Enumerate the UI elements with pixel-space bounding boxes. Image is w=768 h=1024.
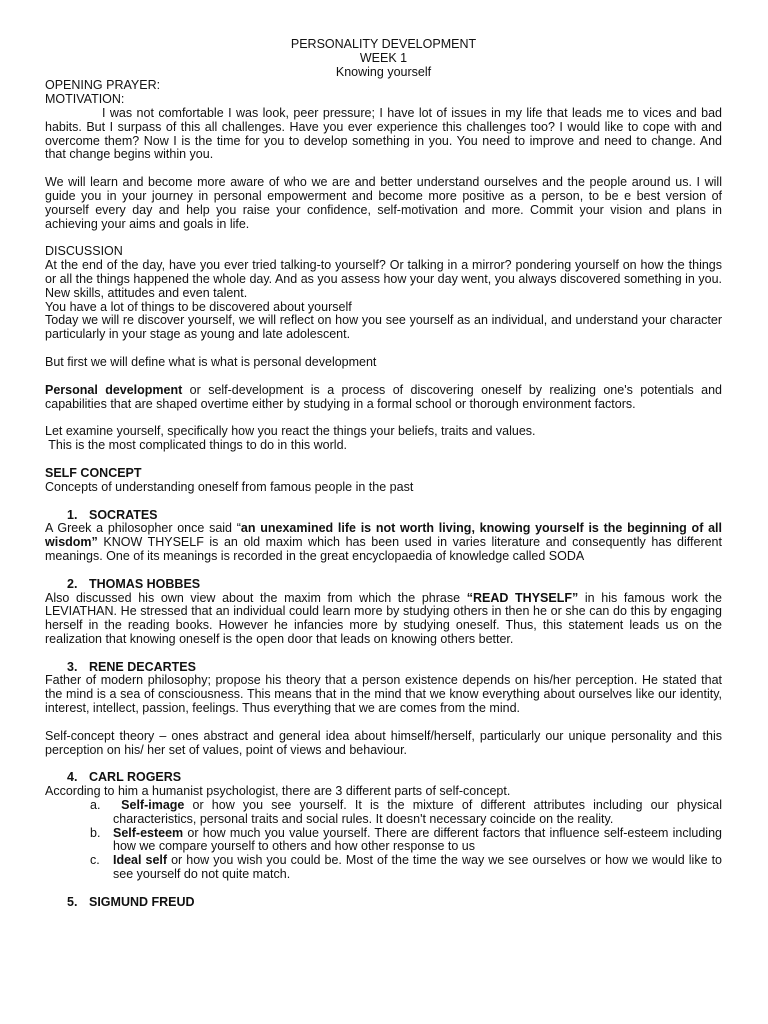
motivation-paragraph-2: We will learn and become more aware of who we are and better understand ourselves and the people around us. I will guide you in your journey in personal empowerment and become more positive as a person, to be e best version of yourself every day and help you raise your confidence, self-motivation and more. Commit your vision and plans in achieving your aims and goals in life. xyxy=(45,175,722,231)
motivation-paragraph-1: I was not comfortable I was look, peer pressure; I have lot of issues in my life that leads me to vices and bad habits. But I surpass of this all challenges. Have you ever experience this challenges too? I would like to cope with and overcome them? Now I is the time for you to develop something in you. You need to improve and need to change. And that change begins within you. xyxy=(45,105,722,162)
discussion-paragraph-3: Today we will re discover yourself, we will reflect on how you see yourself as an individual, and understand your character particularly in your stage as young and late adolescent. xyxy=(45,313,722,342)
decartes-heading: 3. RENE DECARTES xyxy=(67,659,196,674)
self-concept-theory-paragraph: Self-concept theory – ones abstract and general idea about himself/herself, particularly our unique personality and this perception on his/ her set of values, point of views and behaviour. xyxy=(45,728,722,757)
self-concept-intro: Concepts of understanding oneself from famous people in the past xyxy=(45,479,414,494)
decartes-paragraph-1: Father of modern philosophy; propose his theory that a person existence depends on his/her perception. He stated that the mind is a sea of consciousness. This means that in the mind that we know everything about ourselves like our identity, interest, intellect, passion, feelings. Thus everything that we are comes from the mind. xyxy=(45,673,722,716)
personal-development-definition xyxy=(45,384,722,412)
discussion-label: DISCUSSION xyxy=(45,244,123,259)
rogers-item-c: c. Ideal self or how you wish you could be. Most of the time the way we see ourselves or how we would like to see yourself do not quite match. xyxy=(90,853,722,882)
discussion-paragraph-1: At the end of the day, have you ever tried talking-to yourself? Or talking in a mirror? pondering yourself on how the things or all the things happened the whole day. And as you assess how your day went, you always discovered something in you. New skills, attitudes and even talent. xyxy=(45,258,722,300)
rogers-item-b: b. Self-esteem or how much you value yourself. There are different factors that influence self-esteem including how we compare yourself to others and how other response to us xyxy=(90,825,722,854)
hobbes-paragraph: Also discussed his own view about the maxim from which the phrase “READ THYSELF” in his famous work the LEVIATHAN. He stressed that an individual could learn more by studying others in then he or she can do this by engaging herself in the reading books. However he infancies more by studying oneself. Thus, this statement leads us on the realization that knowing oneself is the open door that leads on knowing others better. xyxy=(45,590,722,646)
document-body xyxy=(45,38,722,910)
discussion-paragraph-6: This is the most complicated things to do in this world. xyxy=(45,438,347,453)
socrates-quote: an unexamined life is not worth living, knowing yourself is the beginning of all wisdom” xyxy=(45,521,722,550)
pd-definition: or self-development is a process of discovering oneself by realizing one's potentials and capabilities that are shaped overtime either by studying in a formal school or thorough environment factors. xyxy=(45,382,722,411)
hobbes-heading: 2. THOMAS HOBBES xyxy=(67,576,201,591)
freud-heading: 5. SIGMUND FREUD xyxy=(67,894,195,909)
hobbes-quote: “READ THYSELF” xyxy=(466,590,579,605)
discussion-paragraph-2: You have a lot of things to be discovered about yourself xyxy=(45,299,352,314)
discussion-paragraph-4: But first we will define what is what is personal development xyxy=(45,354,377,369)
doc-subtitle: Knowing yourself xyxy=(335,64,432,79)
self-concept-heading: SELF CONCEPT xyxy=(45,465,142,480)
opening-prayer-label: OPENING PRAYER: xyxy=(45,78,161,93)
doc-title: PERSONALITY DEVELOPMENT xyxy=(290,37,477,51)
rogers-heading: 4. CARL ROGERS xyxy=(67,770,182,785)
pd-term: Personal development xyxy=(45,382,183,397)
doc-week: WEEK 1 xyxy=(359,50,408,65)
socrates-heading: 1. SOCRATES xyxy=(67,507,158,522)
socrates-paragraph: A Greek a philosopher once said “an unexamined life is not worth living, knowing yourself is the beginning of all wisdom” KNOW THYSELF is an old maxim which has been used in varies literature and consequently has different meanings. One of its meanings is recorded in the great encyclopaedia of knowledge called SODA xyxy=(45,521,722,563)
motivation-label: MOTIVATION: xyxy=(45,92,125,107)
discussion-paragraph-5: Let examine yourself, specifically how you react the things your beliefs, traits and values. xyxy=(45,424,536,439)
rogers-item-a: a. Self-image or how you see yourself. It is the mixture of different attributes including our physical characteristics, personal traits and social rules. It doesn't necessary coincide on the reality. xyxy=(90,798,722,826)
rogers-intro: According to him a humanist psychologist, there are 3 different parts of self-concept. xyxy=(45,784,511,799)
